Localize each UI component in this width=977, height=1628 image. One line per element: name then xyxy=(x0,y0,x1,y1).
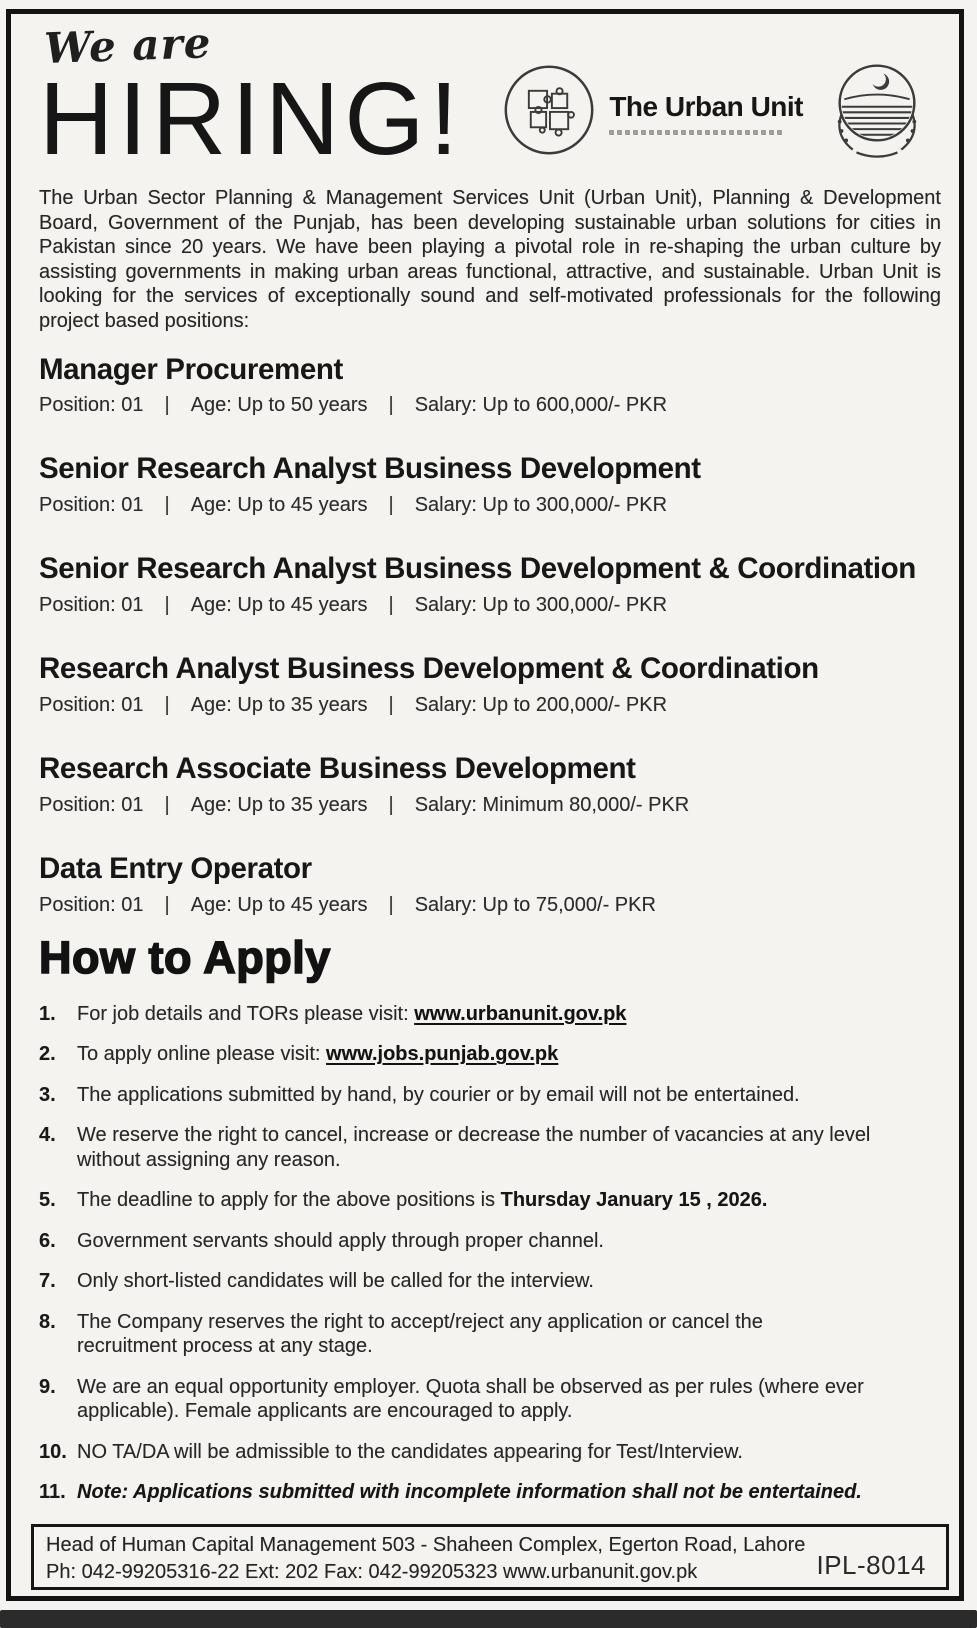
job-position-count: Position: 01 xyxy=(39,594,144,617)
apply-item-6 xyxy=(39,1229,919,1254)
ipl-code: IPL-8014 xyxy=(816,1550,926,1580)
item-number: 4. xyxy=(39,1124,56,1147)
item-number: 1. xyxy=(39,1002,56,1025)
item-text-pre: For job details and TORs please visit: xyxy=(77,1002,415,1025)
apply-item-4 xyxy=(39,1123,919,1172)
job-title: Senior Research Analyst Business Development & Coordination xyxy=(39,552,916,586)
apply-item-8 xyxy=(39,1310,919,1359)
job-detail xyxy=(39,394,941,417)
jobs-punjab-url-text: www.jobs.punjab.gov.pk xyxy=(326,1043,559,1066)
item-text-pre: To apply online please visit: xyxy=(77,1043,327,1066)
separator: | xyxy=(388,494,394,517)
item-number: 2. xyxy=(39,1043,56,1066)
job-age-limit: Age: Up to 35 years xyxy=(190,694,368,716)
item-text: NO TA/DA will be admissible to the candidates appearing for Test/Interview. xyxy=(77,1440,743,1463)
item-number: 6. xyxy=(39,1229,56,1252)
contact-address: Head of Human Capital Management 503 - Shaheen Complex, Egerton Road, Lahore xyxy=(46,1534,806,1556)
job-salary: Salary: Up to 75,000/- PKR xyxy=(414,893,656,916)
urban-unit-tagline xyxy=(609,130,785,135)
item-number: 7. xyxy=(39,1270,56,1293)
urban-unit-logo-icon xyxy=(501,62,597,163)
job-title: Manager Procurement xyxy=(39,352,343,386)
apply-item-2 xyxy=(39,1042,919,1067)
separator: | xyxy=(388,793,394,816)
eyebrow-text: We are xyxy=(43,18,213,73)
item-text: Only short-listed candidates will be called for the interview. xyxy=(77,1270,594,1293)
job-detail xyxy=(39,794,941,817)
separator: | xyxy=(388,893,394,916)
job-salary: Salary: Up to 200,000/- PKR xyxy=(414,694,668,716)
item-text: We are an equal opportunity employer. Quota shall be observed as per rules (where ever applicable). Female applicants are encouraged to apply. xyxy=(77,1375,864,1423)
job-salary: Salary: Up to 300,000/- PKR xyxy=(414,494,668,517)
item-number: 9. xyxy=(39,1375,56,1398)
item-text: Government servants should apply through proper channel. xyxy=(77,1229,604,1252)
job-title: Research Analyst Business Development & Coordination xyxy=(39,652,819,686)
item-text: The Company reserves the right to accept/reject any application or cancel the recruitment process at any stage. xyxy=(77,1310,763,1358)
job-title: Research Associate Business Development xyxy=(39,752,636,785)
job-detail xyxy=(39,594,941,617)
item-note-text: Note: Applications submitted with incomplete information shall not be entertained. xyxy=(77,1481,862,1504)
item-text: We reserve the right to cancel, increase or decrease the number of vacancies at any level without assigning any reason. xyxy=(77,1124,871,1171)
job-salary: Salary: Up to 300,000/- PKR xyxy=(414,594,668,617)
job-age-limit: Age: Up to 45 years xyxy=(190,893,368,916)
item-text xyxy=(77,1002,919,1027)
urbanunit-url-text: www.urbanunit.gov.pk xyxy=(414,1002,627,1025)
scan-artifact-strip xyxy=(0,1610,977,1628)
job-position-count: Position: 01 xyxy=(39,893,144,916)
contact-footer-box xyxy=(31,1524,949,1590)
apply-item-7 xyxy=(39,1269,919,1294)
job-manager-procurement xyxy=(39,354,941,418)
ad-content xyxy=(39,166,941,1521)
contact-lines xyxy=(46,1532,805,1587)
job-position-count: Position: 01 xyxy=(39,793,144,816)
item-text: The applications submitted by hand, by courier or by email will not be entertained. xyxy=(77,1083,800,1106)
job-age-limit: Age: Up to 50 years xyxy=(190,394,368,417)
how-to-apply-list xyxy=(39,1002,919,1505)
item-text xyxy=(77,1188,919,1213)
item-text-pre: The deadline to apply for the above positions is xyxy=(77,1189,501,1212)
urban-unit-wordmark xyxy=(609,91,803,135)
separator: | xyxy=(388,394,394,417)
separator: | xyxy=(164,594,170,617)
separator: | xyxy=(388,694,394,716)
job-senior-research-analyst-bdc xyxy=(39,553,941,617)
job-salary: Salary: Up to 600,000/- PKR xyxy=(414,394,668,417)
job-data-entry-operator xyxy=(39,853,941,917)
job-position-count: Position: 01 xyxy=(39,694,144,716)
separator: | xyxy=(164,494,170,517)
job-age-limit: Age: Up to 35 years xyxy=(190,793,368,816)
advertisement-frame xyxy=(6,9,964,1601)
item-text xyxy=(77,1042,919,1067)
job-title: Data Entry Operator xyxy=(39,851,312,885)
positions-list xyxy=(39,354,941,917)
job-detail xyxy=(39,494,941,517)
job-research-analyst-bdc xyxy=(39,653,941,717)
urban-unit-name: The Urban Unit xyxy=(609,90,803,122)
item-number: 3. xyxy=(39,1083,56,1106)
job-position-count: Position: 01 xyxy=(39,494,144,517)
item-number: 8. xyxy=(39,1310,56,1333)
punjab-government-crest-icon xyxy=(821,56,933,169)
apply-item-11 xyxy=(39,1480,919,1505)
apply-item-3 xyxy=(39,1083,919,1108)
job-detail xyxy=(39,694,941,717)
apply-item-1 xyxy=(39,1002,919,1027)
contact-phone-fax-web: Ph: 042-99205316-22 Ext: 202 Fax: 042-99205323 www.urbanunit.gov.pk xyxy=(46,1561,698,1583)
separator: | xyxy=(164,793,170,816)
logo-row xyxy=(501,56,933,169)
apply-item-9 xyxy=(39,1375,919,1424)
apply-item-5 xyxy=(39,1188,919,1213)
job-age-limit: Age: Up to 45 years xyxy=(190,494,368,517)
job-senior-research-analyst-bd xyxy=(39,453,941,517)
how-to-apply-heading: How to Apply xyxy=(39,931,331,983)
job-position-count: Position: 01 xyxy=(39,394,144,417)
item-number: 10. xyxy=(39,1440,67,1463)
intro-paragraph: The Urban Sector Planning & Management Services Unit (Urban Unit), Planning & Development Board, Government of the Punjab, has been developing sustainable urban solutions for cities in Pakistan since 20 years. We have been playing a pivotal role in re-shaping the urban culture by assisting governments in making urban areas functional, attractive, and sustainable. Urban Unit is looking for the services of exceptionally sound and self-motivated professionals for the following project based positions: xyxy=(39,187,941,332)
job-title: Senior Research Analyst Business Development xyxy=(39,452,701,486)
apply-item-10 xyxy=(39,1440,919,1465)
separator: | xyxy=(164,694,170,716)
job-detail xyxy=(39,894,941,917)
item-number: 11. xyxy=(39,1481,66,1504)
job-age-limit: Age: Up to 45 years xyxy=(190,594,368,617)
hiring-headline: HIRING! xyxy=(39,61,464,176)
separator: | xyxy=(164,394,170,417)
job-research-associate-bd xyxy=(39,753,941,817)
item-number: 5. xyxy=(39,1189,56,1212)
ad-header xyxy=(39,18,943,178)
separator: | xyxy=(388,594,394,617)
job-salary: Salary: Minimum 80,000/- PKR xyxy=(414,793,690,816)
deadline-date: Thursday January 15 , 2026. xyxy=(500,1189,768,1212)
separator: | xyxy=(164,893,170,916)
